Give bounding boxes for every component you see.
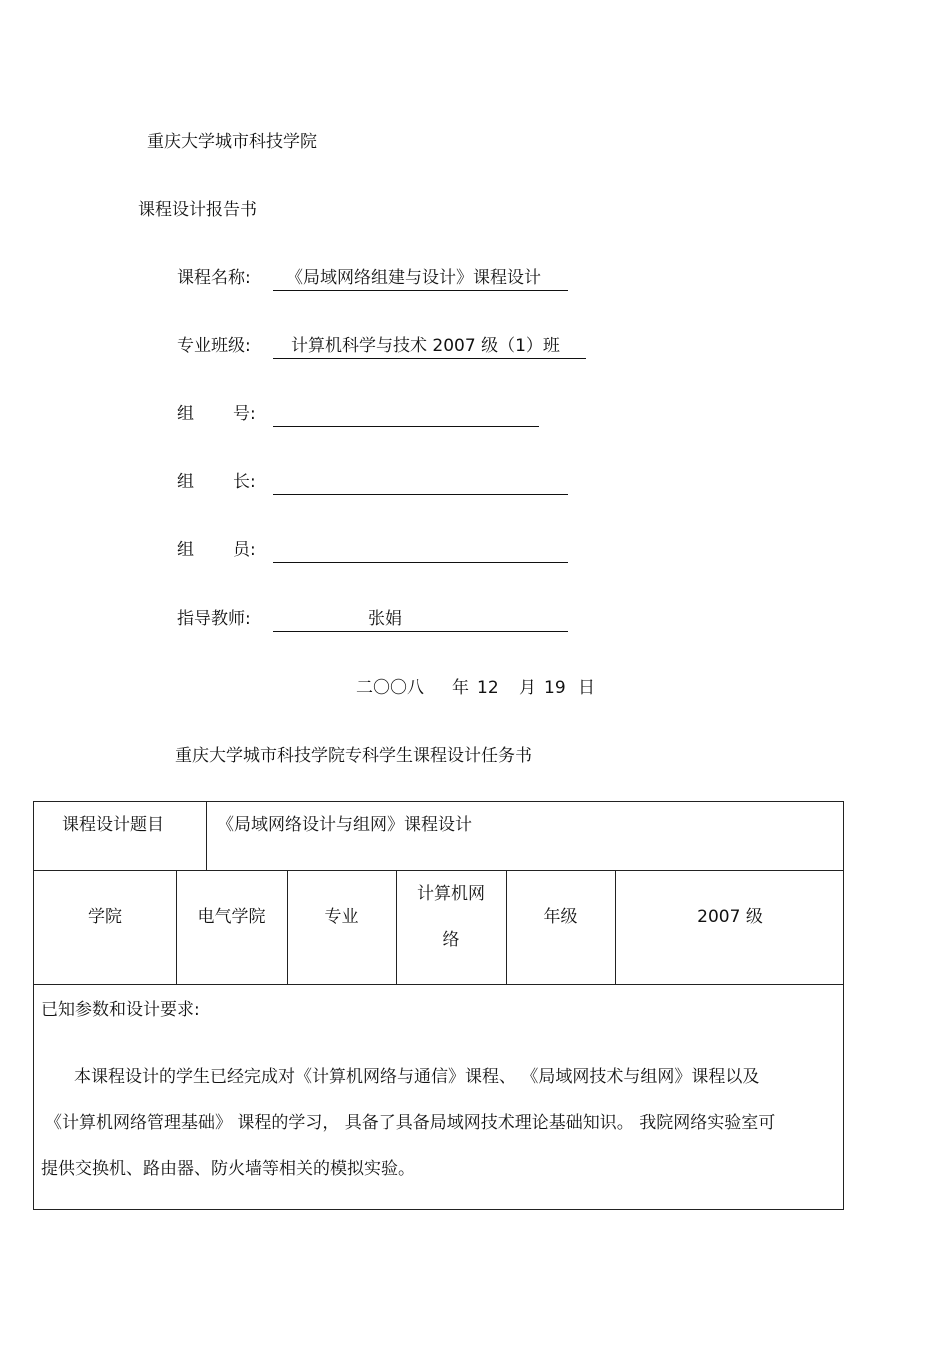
instructor-text: 张娟	[368, 609, 402, 629]
course-name-value	[273, 268, 568, 291]
table-col-divider	[206, 802, 207, 870]
group-members-label-b: 员:	[233, 540, 256, 560]
major-value-line2: 络	[442, 930, 460, 950]
requirements-label: 已知参数和设计要求:	[41, 1000, 200, 1020]
date-day: 19	[544, 678, 566, 698]
college-name: 重庆大学城市科技学院	[147, 132, 317, 152]
group-number-value	[273, 404, 539, 427]
group-members-label	[177, 540, 256, 560]
instructor-label: 指导教师:	[177, 609, 251, 629]
major-label-cell: 专业	[324, 907, 359, 927]
grade-value-cell: 2007 级	[697, 907, 763, 927]
college-value-cell: 电气学院	[197, 907, 266, 927]
group-leader-label-a: 组	[177, 472, 194, 492]
table-col-divider	[176, 870, 177, 984]
table-row-divider	[34, 984, 843, 985]
date-month-unit: 月	[519, 678, 536, 698]
topic-value: 《局域网络设计与组网》课程设计	[217, 815, 472, 835]
major-class-value	[273, 336, 586, 359]
group-number-label	[177, 404, 256, 424]
major-class-label: 专业班级:	[177, 336, 251, 356]
grade-label-cell: 年级	[543, 907, 578, 927]
date-year: 二〇〇八	[356, 678, 424, 698]
report-title: 课程设计报告书	[138, 200, 257, 220]
task-table	[33, 801, 844, 1210]
table-col-divider	[615, 870, 616, 984]
requirements-line-3: 提供交换机、路由器、防火墙等相关的模拟实验。	[41, 1159, 415, 1179]
group-leader-value	[273, 472, 568, 495]
instructor-value	[273, 609, 568, 632]
requirements-line-2: 《计算机网络管理基础》 课程的学习， 具备了具备局域网技术理论基础知识。 我院网络实验室可	[45, 1113, 776, 1133]
task-book-title: 重庆大学城市科技学院专科学生课程设计任务书	[175, 746, 532, 766]
date-day-unit: 日	[578, 678, 595, 698]
requirements-line-1: 本课程设计的学生已经完成对《计算机网络与通信》课程、 《局域网技术与组网》课程以及	[74, 1067, 760, 1087]
major-class-text: 计算机科学与技术 2007 级（1）班	[291, 336, 560, 356]
group-members-label-a: 组	[177, 540, 194, 560]
group-number-label-a: 组	[177, 404, 194, 424]
table-col-divider	[287, 870, 288, 984]
table-row-divider	[34, 870, 843, 871]
college-label-cell: 学院	[88, 907, 122, 927]
group-members-value	[273, 540, 568, 563]
group-leader-label	[177, 472, 256, 492]
major-value-line1: 计算机网	[417, 884, 485, 904]
course-name-text: 《局域网络组建与设计》课程设计	[286, 268, 541, 288]
topic-label: 课程设计题目	[62, 815, 164, 835]
table-col-divider	[506, 870, 507, 984]
date-year-unit: 年	[452, 678, 469, 698]
group-leader-label-b: 长:	[233, 472, 256, 492]
date-month: 12	[477, 678, 499, 698]
group-number-label-b: 号:	[233, 404, 256, 424]
course-name-label: 课程名称:	[177, 268, 251, 288]
